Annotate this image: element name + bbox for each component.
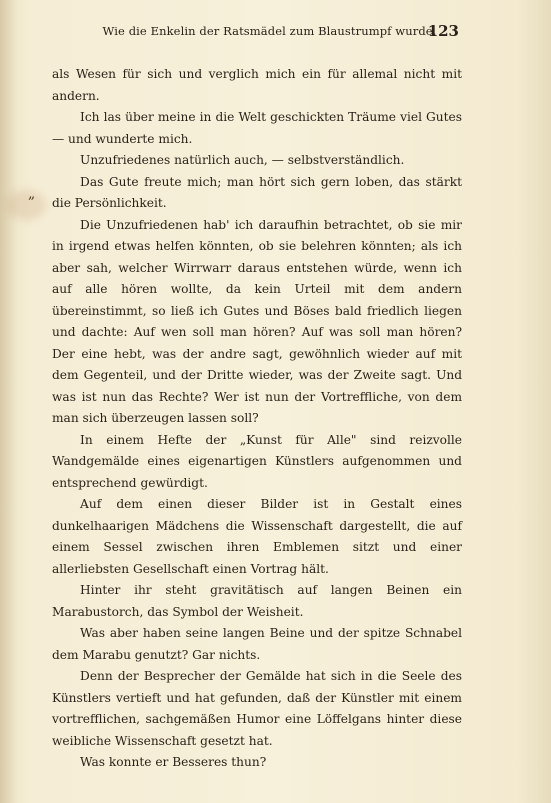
paragraph: Auf dem einen dieser Bilder ist in Gestalt eines dunkelhaarigen Mädchens die Wissenschaft dargestellt, die auf einem Sessel zwischen ihren Emblemen sitzt und einer allerliebsten Gesellschaft einen Vortrag hält. (52, 497, 462, 576)
page-stain (6, 190, 46, 220)
paragraph: Unzufriedenes natürlich auch, — selbstverständlich. (80, 153, 405, 167)
paragraph: Hinter ihr steht gravitätisch auf langen Beinen ein Marabustorch, das Symbol der Weisheit. (52, 583, 462, 619)
paragraph: Das Gute freute mich; man hört sich gern loben, das stärkt die Persönlichkeit. (52, 174, 462, 210)
paragraph: Denn der Besprecher der Gemälde hat sich in die Seele des Künstlers vertieft und hat gefunden, daß der Künstler mit einem vortrefflichen, sachgemäßen Humor eine Löffelgans hinter diese weibliche Wissenschaft gesetzt hat. (52, 669, 462, 748)
paragraph: Die Unzufriedenen hab' ich daraufhin betrachtet, ob sie mir in irgend etwas helfen könnten, ob sie belehren könnten; als ich aber sah, welcher Wirrwarr daraus entstehen würde, wenn ich auf alle hören wollte, da kein Urteil mit dem andern übereinstimmt, so ließ ich Gutes und Böses bald friedlich liegen und dachte: Auf wen soll man hören? Auf was soll man hören? Der eine hebt, was der andre sagt, gewöhnlich wieder auf mit dem Gegenteil, und der Dritte wieder, was der Zweite sagt. Und was ist nun das Rechte? Wer ist nun der Vortreffliche, von dem man sich überzeugen lassen soll? (52, 217, 462, 425)
paragraph: Ich las über meine in die Welt geschickten Träume viel Gutes — und wunderte mich. (52, 110, 462, 146)
paragraph: Was aber haben seine langen Beine und der spitze Schnabel dem Marabu genutzt? Gar nichts. (52, 626, 462, 662)
paragraph: Was konnte er Besseres thun? (80, 755, 267, 769)
page-body (52, 64, 462, 774)
paragraph: In einem Hefte der „Kunst für Alle" sind reizvolle Wandgemälde eines eigenartigen Künstlers aufgenommen und entsprechend gewürdigt. (52, 432, 462, 490)
page-number: 123 (427, 22, 459, 40)
paragraph: als Wesen für sich und verglich mich ein für allemal nicht mit andern. (52, 67, 462, 103)
gutter-shadow (0, 0, 18, 803)
margin-mark: „ (28, 186, 36, 202)
running-head: Wie die Enkelin der Ratsmädel zum Blaustrumpf wurde. (102, 24, 437, 38)
